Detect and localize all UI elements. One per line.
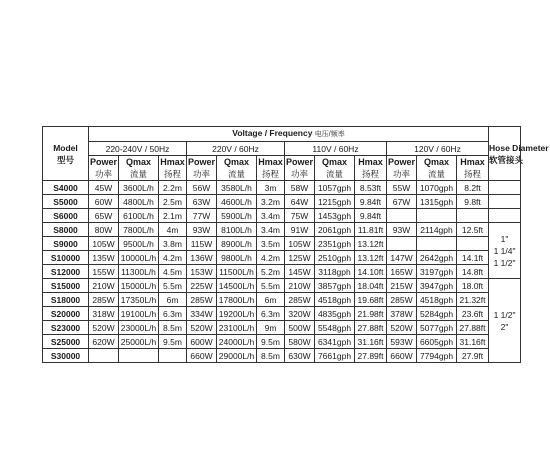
model-cell: S25000 — [43, 335, 89, 349]
group-header: 220-240V / 50Hz — [89, 142, 187, 156]
value-cell: 5900L/h — [217, 209, 257, 223]
value-cell: 80W — [89, 223, 119, 237]
qmax-subheader — [417, 156, 457, 181]
value-cell: 14.8ft — [457, 265, 489, 279]
power-label: Power — [187, 157, 215, 167]
qmax-label-cn: 流量 — [325, 169, 343, 179]
value-cell — [457, 209, 489, 223]
value-cell: 27.9ft — [457, 349, 489, 363]
qmax-subheader — [217, 156, 257, 181]
value-cell: 147W — [387, 251, 417, 265]
value-cell: 320W — [285, 307, 315, 321]
value-cell: 3118gph — [315, 265, 355, 279]
value-cell: 5077gph — [417, 321, 457, 335]
value-cell: 10000L/h — [119, 251, 159, 265]
table-row — [43, 307, 521, 321]
value-cell: 1453gph — [315, 209, 355, 223]
hmax-subheader — [457, 156, 489, 181]
value-cell: 65W — [89, 209, 119, 223]
value-cell: 520W — [187, 321, 217, 335]
power-label: Power — [89, 157, 117, 167]
value-cell: 500W — [285, 321, 315, 335]
value-cell: 105W — [285, 237, 315, 251]
hmax-label: Hmax — [258, 157, 283, 167]
value-cell: 23100L/h — [217, 321, 257, 335]
value-cell: 64W — [285, 195, 315, 209]
table-row — [43, 349, 521, 363]
hmax-label: Hmax — [460, 157, 485, 167]
value-cell: 9.5m — [159, 335, 187, 349]
value-cell: 153W — [187, 265, 217, 279]
hose-cell — [489, 223, 521, 279]
value-cell: 24000L/h — [217, 335, 257, 349]
value-cell: 334W — [187, 307, 217, 321]
table-row — [43, 209, 521, 223]
model-label: Model — [53, 142, 78, 153]
value-cell: 6.3m — [159, 307, 187, 321]
value-cell: 14500L/h — [217, 279, 257, 293]
value-cell: 3197gph — [417, 265, 457, 279]
value-cell — [89, 349, 119, 363]
hmax-label-cn: 扬程 — [261, 169, 279, 179]
value-cell: 13.12ft — [355, 251, 387, 265]
value-cell: 18.04ft — [355, 279, 387, 293]
value-cell: 8100L/h — [217, 223, 257, 237]
value-cell: 15000L/h — [119, 279, 159, 293]
value-cell: 31.16ft — [457, 335, 489, 349]
value-cell: 93W — [187, 223, 217, 237]
value-cell: 3.4m — [257, 223, 285, 237]
power-label: Power — [285, 157, 313, 167]
value-cell: 19200L/h — [217, 307, 257, 321]
value-cell: 4.2m — [257, 251, 285, 265]
group-header: 120V / 60Hz — [387, 142, 489, 156]
value-cell: 6341gph — [315, 335, 355, 349]
value-cell: 4518gph — [315, 293, 355, 307]
value-cell: 1215gph — [315, 195, 355, 209]
value-cell: 23000L/h — [119, 321, 159, 335]
qmax-label: Qmax — [321, 157, 347, 167]
value-cell: 7800L/h — [119, 223, 159, 237]
value-cell: 93W — [387, 223, 417, 237]
model-cell: S20000 — [43, 307, 89, 321]
hose-value: 1 1/2" — [493, 309, 516, 320]
value-cell: 11300L/h — [119, 265, 159, 279]
value-cell: 5284gph — [417, 307, 457, 321]
table-row — [43, 335, 521, 349]
value-cell: 378W — [387, 307, 417, 321]
value-cell: 5.2m — [257, 265, 285, 279]
value-cell: 56W — [187, 181, 217, 195]
value-cell: 60W — [89, 195, 119, 209]
hmax-subheader — [159, 156, 187, 181]
value-cell: 3m — [257, 181, 285, 195]
qmax-subheader — [315, 156, 355, 181]
value-cell: 520W — [89, 321, 119, 335]
value-cell: 520W — [387, 321, 417, 335]
qmax-label-cn: 流量 — [129, 169, 147, 179]
hose-label: Hose Diameter — [489, 142, 549, 153]
value-cell: 135W — [89, 251, 119, 265]
table-row — [43, 195, 521, 209]
value-cell: 3600L/h — [119, 181, 159, 195]
model-cell: S8000 — [43, 223, 89, 237]
value-cell: 4835gph — [315, 307, 355, 321]
value-cell: 77W — [187, 209, 217, 223]
value-cell: 8900L/h — [217, 237, 257, 251]
value-cell: 9800L/h — [217, 251, 257, 265]
power-subheader — [89, 156, 119, 181]
table-row — [43, 321, 521, 335]
value-cell: 285W — [89, 293, 119, 307]
hose-value: 1 1/2" — [493, 257, 516, 268]
value-cell: 136W — [187, 251, 217, 265]
group-header: 110V / 60Hz — [285, 142, 387, 156]
value-cell: 18.0ft — [457, 279, 489, 293]
model-header — [43, 127, 89, 181]
value-cell: 285W — [285, 293, 315, 307]
value-cell: 11500L/h — [217, 265, 257, 279]
value-cell: 3857gph — [315, 279, 355, 293]
value-cell: 17800L/h — [217, 293, 257, 307]
qmax-label: Qmax — [125, 157, 151, 167]
value-cell: 3.5m — [257, 237, 285, 251]
value-cell: 8.2ft — [457, 181, 489, 195]
value-cell: 6.3m — [257, 307, 285, 321]
value-cell — [387, 237, 417, 251]
value-cell — [387, 209, 417, 223]
value-cell: 125W — [285, 251, 315, 265]
table-row — [43, 279, 521, 293]
value-cell: 3.2m — [257, 195, 285, 209]
power-subheader — [187, 156, 217, 181]
spec-sheet — [42, 126, 549, 363]
value-cell: 318W — [89, 307, 119, 321]
value-cell: 9m — [257, 321, 285, 335]
model-cell: S18000 — [43, 293, 89, 307]
hose-cell — [489, 181, 521, 195]
value-cell: 12.5ft — [457, 223, 489, 237]
value-cell: 27.88ft — [457, 321, 489, 335]
value-cell: 580W — [285, 335, 315, 349]
value-cell — [417, 209, 457, 223]
value-cell: 91W — [285, 223, 315, 237]
value-cell: 75W — [285, 209, 315, 223]
table-row — [43, 265, 521, 279]
value-cell: 660W — [387, 349, 417, 363]
hose-label-cn: 软管接头 — [489, 154, 524, 165]
table-row — [43, 251, 521, 265]
value-cell — [417, 237, 457, 251]
hose-value: 1" — [500, 233, 509, 244]
value-cell: 155W — [89, 265, 119, 279]
table-row — [43, 181, 521, 195]
value-cell: 23.6ft — [457, 307, 489, 321]
value-cell: 105W — [89, 237, 119, 251]
value-cell: 165W — [387, 265, 417, 279]
value-cell: 8.53ft — [355, 181, 387, 195]
value-cell: 285W — [187, 293, 217, 307]
value-cell: 9.8ft — [457, 195, 489, 209]
hose-value: 1 1/4" — [493, 245, 516, 256]
model-label-cn: 型号 — [56, 154, 74, 165]
pump-spec-table — [42, 126, 549, 363]
value-cell: 660W — [187, 349, 217, 363]
hmax-subheader — [355, 156, 387, 181]
power-label-cn: 功率 — [192, 169, 210, 179]
value-cell: 2.5m — [159, 195, 187, 209]
value-cell: 4.2m — [159, 251, 187, 265]
qmax-label: Qmax — [223, 157, 249, 167]
model-cell: S30000 — [43, 349, 89, 363]
power-subheader — [285, 156, 315, 181]
qmax-subheader — [119, 156, 159, 181]
value-cell: 13.12ft — [355, 237, 387, 251]
value-cell: 630W — [285, 349, 315, 363]
value-cell: 9.84ft — [355, 195, 387, 209]
hose-cell — [489, 195, 521, 209]
value-cell: 4m — [159, 223, 187, 237]
value-cell: 21.98ft — [355, 307, 387, 321]
voltage-frequency-header — [89, 127, 489, 142]
value-cell — [159, 349, 187, 363]
value-cell: 210W — [89, 279, 119, 293]
vf-label: Voltage / Frequency — [232, 128, 313, 138]
power-label-cn: 功率 — [290, 169, 308, 179]
value-cell: 6m — [257, 293, 285, 307]
model-cell: S5000 — [43, 195, 89, 209]
hose-diameter-header — [489, 127, 549, 181]
group-header: 220V / 60Hz — [187, 142, 285, 156]
power-label-cn: 功率 — [94, 169, 112, 179]
value-cell: 6605gph — [417, 335, 457, 349]
value-cell: 1315gph — [417, 195, 457, 209]
value-cell: 225W — [187, 279, 217, 293]
value-cell: 145W — [285, 265, 315, 279]
value-cell: 600W — [187, 335, 217, 349]
hmax-label-cn: 扬程 — [361, 169, 379, 179]
value-cell: 8.5m — [159, 321, 187, 335]
hmax-subheader — [257, 156, 285, 181]
value-cell: 6100L/h — [119, 209, 159, 223]
value-cell: 5.5m — [257, 279, 285, 293]
value-cell: 5.5m — [159, 279, 187, 293]
hmax-label-cn: 扬程 — [464, 169, 482, 179]
vf-label-cn: 电压/频率 — [314, 131, 345, 138]
hmax-label: Hmax — [358, 157, 383, 167]
hose-value: 2" — [500, 321, 509, 332]
hmax-label-cn: 扬程 — [163, 169, 181, 179]
value-cell: 55W — [387, 181, 417, 195]
value-cell: 21.32ft — [457, 293, 489, 307]
qmax-label-cn: 流量 — [227, 169, 245, 179]
value-cell: 4600L/h — [217, 195, 257, 209]
power-label: Power — [387, 157, 415, 167]
qmax-label: Qmax — [423, 157, 449, 167]
value-cell: 29000L/h — [217, 349, 257, 363]
value-cell: 8.5m — [257, 349, 285, 363]
value-cell: 210W — [285, 279, 315, 293]
value-cell: 67W — [387, 195, 417, 209]
value-cell: 4.5m — [159, 265, 187, 279]
model-cell: S6000 — [43, 209, 89, 223]
table-row — [43, 237, 521, 251]
model-cell: S23000 — [43, 321, 89, 335]
power-label-cn: 功率 — [392, 169, 410, 179]
model-cell: S10000 — [43, 251, 89, 265]
value-cell: 25000L/h — [119, 335, 159, 349]
value-cell: 2114gph — [417, 223, 457, 237]
value-cell: 3580L/h — [217, 181, 257, 195]
value-cell: 3.8m — [159, 237, 187, 251]
value-cell: 2351gph — [315, 237, 355, 251]
value-cell: 9.5m — [257, 335, 285, 349]
value-cell: 27.89ft — [355, 349, 387, 363]
value-cell: 2.2m — [159, 181, 187, 195]
value-cell: 2510gph — [315, 251, 355, 265]
value-cell: 215W — [387, 279, 417, 293]
power-subheader — [387, 156, 417, 181]
value-cell: 11.81ft — [355, 223, 387, 237]
hmax-label: Hmax — [160, 157, 185, 167]
value-cell: 3.4m — [257, 209, 285, 223]
value-cell: 31.16ft — [355, 335, 387, 349]
value-cell: 1070gph — [417, 181, 457, 195]
value-cell: 2061gph — [315, 223, 355, 237]
value-cell: 7794gph — [417, 349, 457, 363]
value-cell: 27.88ft — [355, 321, 387, 335]
value-cell: 5548gph — [315, 321, 355, 335]
value-cell: 17350L/h — [119, 293, 159, 307]
value-cell: 4800L/h — [119, 195, 159, 209]
model-cell: S15000 — [43, 279, 89, 293]
value-cell: 2642gph — [417, 251, 457, 265]
model-cell: S9000 — [43, 237, 89, 251]
value-cell: 1057gph — [315, 181, 355, 195]
table-row — [43, 293, 521, 307]
value-cell: 285W — [387, 293, 417, 307]
value-cell: 14.10ft — [355, 265, 387, 279]
value-cell: 2.1m — [159, 209, 187, 223]
value-cell — [457, 237, 489, 251]
value-cell: 4518gph — [417, 293, 457, 307]
value-cell — [119, 349, 159, 363]
hose-cell — [489, 279, 521, 363]
value-cell: 7661gph — [315, 349, 355, 363]
value-cell: 58W — [285, 181, 315, 195]
value-cell: 593W — [387, 335, 417, 349]
value-cell: 6m — [159, 293, 187, 307]
value-cell: 45W — [89, 181, 119, 195]
table-row — [43, 223, 521, 237]
model-cell: S4000 — [43, 181, 89, 195]
qmax-label-cn: 流量 — [427, 169, 445, 179]
value-cell: 19.68ft — [355, 293, 387, 307]
value-cell: 3947gph — [417, 279, 457, 293]
value-cell: 63W — [187, 195, 217, 209]
value-cell: 9500L/h — [119, 237, 159, 251]
value-cell: 14.1ft — [457, 251, 489, 265]
model-cell: S12000 — [43, 265, 89, 279]
value-cell: 115W — [187, 237, 217, 251]
value-cell: 9.84ft — [355, 209, 387, 223]
value-cell: 19100L/h — [119, 307, 159, 321]
value-cell: 620W — [89, 335, 119, 349]
hose-cell — [489, 209, 521, 223]
